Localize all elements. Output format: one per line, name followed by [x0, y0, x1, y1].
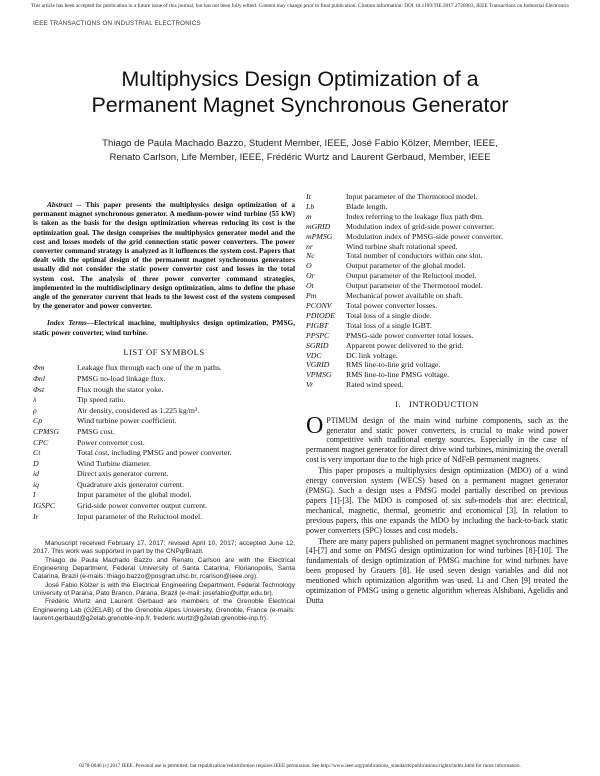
symbol: I — [33, 490, 36, 500]
symbol-definition: PMSG no-load linkage flux. — [77, 373, 166, 383]
title-line-2: Permanent Magnet Synchronous Generator — [91, 93, 509, 117]
symbol-row — [306, 281, 568, 291]
symbol-row — [33, 480, 295, 491]
symbol: It — [306, 192, 311, 201]
symbol-row — [306, 331, 568, 341]
footnotes — [33, 540, 295, 622]
symbols-heading: LIST OF SYMBOLS — [123, 346, 205, 357]
symbol: iq — [33, 479, 40, 489]
symbol-definition: Air density, considered as 1.225 kg/m³. — [77, 405, 200, 415]
symbol-row — [33, 427, 295, 438]
authors-line-1: Thiago de Paula Machado Bazzo, Student Member, IEEE, José Fabio Kölzer, Member, IEEE, — [102, 138, 498, 149]
symbol-row — [306, 311, 568, 321]
section-title: INTRODUCTION — [409, 399, 479, 410]
symbol: VPMSG — [306, 370, 332, 380]
symbol-row — [306, 261, 568, 271]
symbol: Vr — [306, 380, 314, 390]
symbol: VDC — [306, 350, 322, 360]
symbol-definition: Modulation index of PMSG-side power converter. — [346, 231, 503, 241]
index-terms-lead: Index Terms — [47, 318, 87, 328]
symbol: O — [306, 261, 312, 271]
symbol-definition: Input parameter of the global model. — [77, 490, 192, 500]
right-column — [306, 186, 568, 607]
journal-name: IEEE TRANSACTIONS ON INDUSTRIAL ELECTRONICS — [33, 20, 201, 27]
symbol: Ir — [33, 511, 39, 521]
symbol-definition: PMSG-side power converter total losses. — [346, 330, 474, 340]
symbol-definition: Output parameter of the global model. — [346, 261, 466, 271]
symbol-definition: Wind Turbine diameter. — [77, 458, 151, 468]
footnote: Frédéric Wurtz and Laurent Gerbaud are members of the Grenoble Electrical Engineering Lab (G2ELAB) of the Grenoble Alpes University, Grenoble, France (e-mails: laurent.gerbaud@g2elab.grenoble-inp.fr, frederic.wurtz@g2elab.grenoble-inp.fr). — [33, 598, 295, 622]
symbol-definition: Leakage flux through each one of the m paths. — [77, 363, 222, 373]
symbol-definition: Wind turbine power coefficient. — [77, 416, 177, 426]
intro-paragraph-2: This paper proposes a multiphysics design optimization (MDO) of a wind energy conversion system (WECS) based on a permanent magnet generator (PMSG). Such a design uses a PMSG model partially described on previous papers [1]-[3]. The MDO is composed of six sub-models that are: electrical, mechanical, magnetic, thermal, geometric and economical [3]. In relation to previous papers, this one expands the MDO by including the back-to-back static power converters (SPC) losses and cost models. — [306, 466, 568, 535]
symbol-definition: Output parameter of the Thermotool model. — [346, 281, 483, 291]
symbol: Or — [306, 271, 315, 281]
intro-paragraph-1-text: PTIMUM design of the main wind turbine components, such as the generator and static power converters, is crucial to make wind power competitive with traditional energy sources. Especially in the case of permanent magnet generator for direct drive wind turbines, minimizing the overall cost is very important due to the high price of NdFeB permanent magnets. — [306, 415, 568, 465]
symbol-row — [33, 406, 295, 417]
footnote: Thiago de Paula Machado Bazzo and Renato Carlson are with the Electrical Engineering Department, Federal University of Santa Catarina, Florianopolis, Santa Catarina, Brazil (e-mails: thiago.bazzo@posgrad.ufsc.br, rcarlson@ieee.org). — [33, 556, 295, 581]
symbol-definition: Grid-side power converter output current. — [77, 501, 208, 511]
symbol-definition: Total number of conductors within one slot. — [346, 251, 483, 261]
symbol-definition: Index referring to the leakage flux path Φm. — [346, 211, 484, 221]
symbol-definition: Rated wind speed. — [346, 380, 404, 390]
symbol-row — [306, 202, 568, 212]
abstract — [33, 200, 295, 310]
symbol-definition: Blade length. — [346, 201, 388, 211]
symbol-row — [306, 232, 568, 242]
symbol: mGRID — [306, 221, 331, 231]
symbol: Φnl — [33, 373, 45, 383]
symbol: m — [306, 211, 312, 221]
left-column — [33, 200, 295, 623]
symbol-definition: Apparent power delivered to the grid. — [346, 340, 464, 350]
intro-paragraph-1 — [306, 412, 568, 466]
symbol: IGSPC — [33, 501, 56, 511]
abstract-lead: Abstract — [47, 200, 73, 209]
symbol-list-left — [33, 363, 295, 522]
symbol-definition: Tip speed ratio. — [77, 395, 126, 405]
symbol: mPMSG — [306, 231, 333, 241]
authors-line-2: Renato Carlson, Life Member, IEEE, Frédéric Wurtz and Laurent Gerbaud, Member, IEEE — [109, 152, 491, 163]
introduction-body — [306, 412, 568, 606]
symbol-row — [306, 301, 568, 311]
symbol: nr — [306, 241, 313, 251]
symbol-definition: Total power converter losses. — [346, 300, 438, 310]
symbol: PDIODE — [306, 310, 336, 320]
symbol-row — [306, 370, 568, 380]
symbol: PCONV — [306, 300, 332, 310]
symbol-row — [306, 360, 568, 370]
symbol-row — [306, 351, 568, 361]
symbol-definition: Modulation index of grid-side power converter. — [346, 221, 495, 231]
symbol-row — [33, 501, 295, 512]
drop-cap: O — [306, 412, 324, 439]
abstract-text: -- This paper presents the multiphysics design optimization of a permanent magnet synchronous generator. A medium-power wind turbine (55 kW) is taken as the basis for the design optimization whereas reducing its cost is the optimization goal. The design comprises the multiphysics generator model and the cost and losses models of the grid connection static power converters. The power converter command strategy is analyzed as it influences the system cost. Papers that dealt with the optimal design of the permanent magnet synchronous generators usually did not consider the static power converter cost and losses in the total system cost. The analysis of three power converter command strategies, implemented in the multidisciplinary design optimization, aims to define the phase angle of the generator current that leads to the lowest cost of the system composed by the generator and power converter. — [33, 200, 295, 311]
symbol-definition: Flux trough the stator yoke. — [77, 384, 164, 394]
symbol: λ — [33, 395, 37, 405]
symbol: SGRID — [306, 340, 329, 350]
symbol: Φm — [33, 363, 45, 373]
symbol-row — [33, 363, 295, 374]
symbol-row — [33, 374, 295, 385]
symbol: ρ — [33, 405, 37, 415]
intro-paragraph-3: There are many papers published on permanent magnet synchronous machines [4]-[7] and some on PMSG design optimization for wind turbines [8]-[10]. The fundamentals of design optimization of PMSG machine for wind turbines have been proposed by Grauers [8]. He used seven design variables and did not mentioned which optimization algorithm was used. Li and Chen [9] treated the optimization of PMSG using a genetic algorithm whereas Alshibani, Agelidis and Dutta — [306, 536, 568, 605]
symbol: id — [33, 469, 40, 479]
symbol-row — [33, 459, 295, 470]
symbol-definition: Input parameter of the Reluctool model. — [77, 511, 203, 521]
copyright-top-note: This article has been accepted for publication in a future issue of this journal, but has not been fully edited. Content may change prior to final publication. Citation information: DOI 10.1109/TIE.2017.2726983, IEEE Transactions on Industrial Electronics — [30, 3, 570, 9]
symbol-definition: Total loss of a single diode. — [346, 310, 432, 320]
symbol-row — [306, 271, 568, 281]
index-terms-text: —Electrical machine, multiphysics design optimization, PMSG, static power converter, wind turbine. — [33, 318, 295, 337]
symbol-row — [33, 512, 295, 523]
symbol-row — [306, 192, 568, 202]
paper-title — [40, 66, 560, 118]
symbol-definition: Total cost, including PMSG and power converter. — [77, 448, 232, 458]
footnote: José Fabio Kölzer is with the Electrical Engineering Department, Federal Technology University of Parana, Pato Branco, Parana, Brazil (e-mail: josefabio@utfpr.edu.br). — [33, 581, 295, 597]
symbol-row — [33, 385, 295, 396]
symbol-row — [306, 222, 568, 232]
symbol-definition: PMSG cost. — [77, 426, 115, 436]
symbol: Lb — [306, 201, 315, 211]
symbol-row — [33, 448, 295, 459]
symbol-list-right — [306, 192, 568, 390]
symbol: PIGBT — [306, 320, 329, 330]
symbol-row — [306, 212, 568, 222]
symbol-row — [306, 341, 568, 351]
symbol: Cp — [33, 416, 43, 426]
footnote: Manuscript received February 17, 2017; revised April 10, 2017; accepted June 12, 2017. This work was supported in part by the CNPq/Brazil. — [33, 540, 295, 556]
symbol: Ot — [306, 281, 314, 291]
symbol: CPMSG — [33, 426, 59, 436]
symbol: CPC — [33, 437, 49, 447]
symbol: D — [33, 458, 39, 468]
symbol-row — [33, 469, 295, 480]
symbol-definition: Output parameter of the Reluctool model. — [346, 271, 477, 281]
symbol-row — [33, 395, 295, 406]
symbol-row — [306, 242, 568, 252]
symbol: VGRID — [306, 360, 330, 370]
title-line-1: Multiphysics Design Optimization of a — [121, 67, 479, 91]
symbol-row — [33, 438, 295, 449]
symbol-definition: DC link voltage. — [346, 350, 398, 360]
copyright-bottom-note: 0278-0046 (c) 2017 IEEE. Personal use is permitted, but republication/redistribution requires IEEE permission. See http://www.ieee.org/publications_standards/publications/rights/index.html for more information. — [79, 763, 521, 769]
author-list — [36, 137, 564, 165]
symbol-definition: Direct axis generator current. — [77, 469, 169, 479]
symbol: Φst — [33, 384, 45, 394]
symbol-row — [306, 380, 568, 390]
symbol-row — [306, 321, 568, 331]
symbol-definition: Wind turbine shaft rotational speed. — [346, 241, 458, 251]
symbol-definition: RMS line-to-line grid voltage. — [346, 360, 441, 370]
symbol-definition: Input parameter of the Thermotool model. — [346, 192, 478, 201]
symbol-definition: Mechanical power available on shaft. — [346, 291, 463, 301]
section-number: I. — [395, 399, 402, 410]
symbol: PPSPC — [306, 330, 330, 340]
symbol-row — [306, 251, 568, 261]
symbol: Ct — [33, 448, 41, 458]
symbol-row — [33, 416, 295, 427]
symbol: Pm — [306, 291, 317, 301]
symbol-definition: Power converter cost. — [77, 437, 145, 447]
symbol-row — [33, 490, 295, 501]
introduction-heading — [306, 400, 568, 410]
index-terms — [33, 318, 295, 336]
symbol-row — [306, 291, 568, 301]
symbol: Nc — [306, 251, 315, 261]
symbol-definition: Quadrature axis generator current. — [77, 479, 184, 489]
symbol-definition: RMS line-to-line PMSG voltage. — [346, 370, 450, 380]
symbol-definition: Total loss of a single IGBT. — [346, 320, 432, 330]
